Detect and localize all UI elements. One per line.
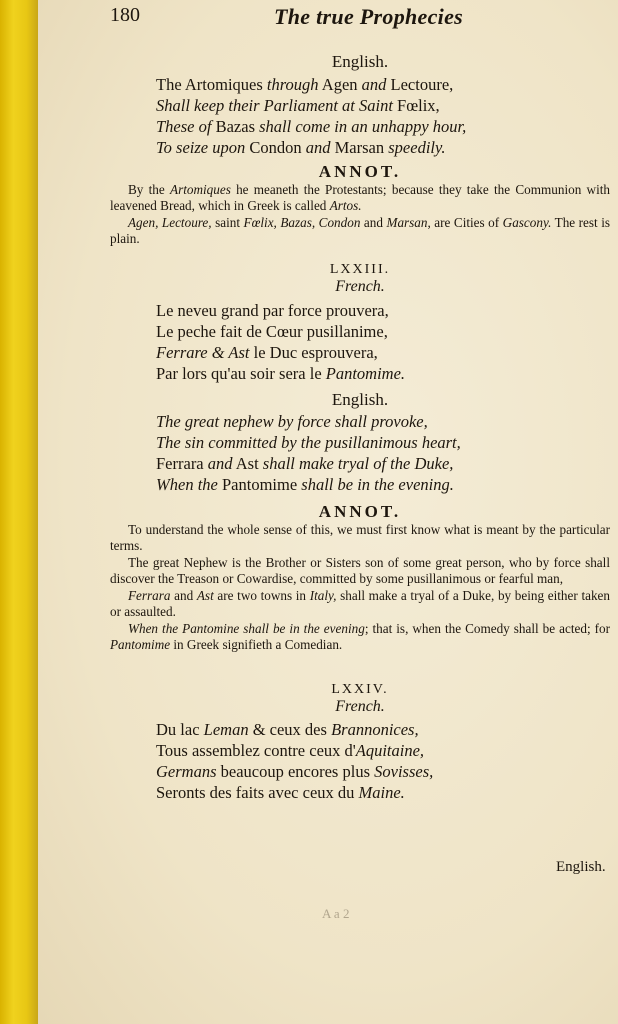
catchword: English. [556,859,606,875]
annot-text-2 [110,522,610,654]
verse-line [156,300,596,321]
annotation-text: Agen, Lectoure, [128,215,212,230]
verse-text: Ferrare & Ast [156,343,250,362]
verse-text: Pantomime [217,475,302,494]
annotation-paragraph [110,621,610,652]
verse-text: Marsan [334,138,389,157]
annotation-text: are two towns in [213,588,310,603]
french-heading-1: French. [335,278,385,295]
annot-text-1 [110,182,610,248]
annotation-text: When the Pantomine shall be in the evening [128,621,365,636]
verse-french-74 [156,719,596,803]
annotation-text: Artomiques [170,182,231,197]
annotation-text: and [360,215,387,230]
annotation-text: saint [211,215,244,230]
annotation-text: ; that is, when the Comedy shall be acted; for [364,621,610,636]
verse-line [156,740,596,761]
verse-line [156,453,596,474]
annotation-paragraph [110,182,610,213]
annotation-text: By the [128,182,171,197]
verse-text: The great nephew by force shall provoke, [156,412,428,431]
verse-text: beaucoup encores plus [216,762,375,781]
annotation-text: Ferrara [128,588,171,603]
verse-line [156,363,596,384]
verse-line [156,432,596,453]
annotation-paragraph [110,215,610,246]
verse-text: The Artomiques [156,75,267,94]
annotation-text: The rest is plain. [110,215,610,246]
verse-line [156,116,596,137]
verse-text: and [207,454,233,473]
verse-text: When the [156,475,218,494]
english-heading: English. [331,52,389,71]
verse-text: Aquitaine, [355,741,425,760]
quatrain-number-74: LXXIV. [331,682,389,697]
annotation-text: Pantomime [110,636,171,652]
verse-text: le Duc esprouvera, [249,343,378,362]
verse-text: Lectoure, [386,75,454,94]
running-title: The true Prophecies [274,4,464,29]
verse-text: To seize upon [156,138,250,157]
verse-text: Sovisses, [374,762,434,781]
english-heading-2: English. [331,390,389,409]
verse-english-1 [156,74,596,158]
annotation-paragraph [110,522,610,553]
quatrain-number-73: LXXIII. [329,262,391,277]
french-heading-2: French. [335,698,385,715]
verse-text: The sin committed by the pusillanimous heart, [156,433,461,452]
verse-text: shall be in the evening. [301,475,454,494]
verse-text: Brannonices, [331,720,419,739]
verse-line [156,95,596,116]
annotation-text: he meaneth the Protestants; because they take the Communion with leavened Bread, which in Greek is called [110,182,610,213]
verse-text: Par lors qu'au soir sera le [156,364,326,383]
verse-line [156,474,596,495]
verse-text: and [305,138,335,157]
verse-line [156,761,596,782]
verse-text: Fœlix, [397,96,440,115]
annotation-paragraph [110,588,610,619]
verse-text: Agen [318,75,362,94]
verse-text: Condon [249,138,306,157]
annotation-text: To understand the whole sense of this, we must first know what is meant by the particular terms. [110,522,610,553]
annotation-paragraph [110,555,610,586]
verse-text: Bazas [215,117,260,136]
verse-line [156,321,596,342]
annot-heading-1: ANNOT. [318,162,402,181]
verse-text: Du lac [156,720,204,739]
gilt-page-edge [0,0,38,1024]
verse-text: Maine. [358,783,405,802]
verse-line [156,137,596,158]
verse-french-73 [156,300,596,384]
verse-text: Leman [203,720,249,739]
annotation-text: The great Nephew is the Brother or Sisters son of some great person, who by force shall discover the Treason or Cowardise, committed by some pusillanimous or fearful man, [110,555,610,586]
annotation-text: Gascony. [502,215,552,230]
annotation-text: Fœlix, Bazas, Condon [243,215,361,230]
page-number: 180 [110,4,140,26]
verse-text: speedily. [388,138,446,157]
signature-mark: A a 2 [322,906,350,921]
verse-text: Shall keep their Parliament at Saint [156,96,398,115]
verse-text: and [361,75,387,94]
verse-text: Germans [156,762,217,781]
verse-text: Tous assemblez contre ceux d' [156,741,356,760]
verse-text: Ast [232,454,263,473]
verse-line [156,342,596,363]
verse-text: Seronts des faits avec ceux du [156,783,359,802]
verse-line [156,74,596,95]
verse-text: Le peche fait de Cœur pusillanime, [156,322,388,341]
annotation-text: Artos. [329,197,362,213]
annot-heading-2: ANNOT. [318,502,402,521]
verse-text: Ferrara [156,454,208,473]
verse-text: & ceux des [248,720,332,739]
verse-text: Le neveu grand par force prouvera, [156,301,389,320]
verse-line [156,782,596,803]
annotation-text: and [170,588,197,603]
verse-line [156,719,596,740]
verse-text: shall come in an unhappy hour, [259,117,467,136]
page-header [38,2,618,36]
annotation-text: in Greek signifieth a Comedian. [170,636,343,652]
annotation-text: , are Cities of [427,215,503,230]
verse-text: shall make tryal of the Duke, [262,454,454,473]
verse-line [156,411,596,432]
verse-text: through [266,75,319,94]
annotation-text: Ast [196,588,214,603]
annotation-text: shall make a tryal of a Duke, by being either taken or assaulted. [110,588,610,619]
verse-text: These of [156,117,216,136]
verse-english-73 [156,411,596,495]
verse-text: Pantomime. [325,364,406,383]
annotation-text: Italy, [309,588,337,603]
annotation-text: Marsan [386,215,428,230]
